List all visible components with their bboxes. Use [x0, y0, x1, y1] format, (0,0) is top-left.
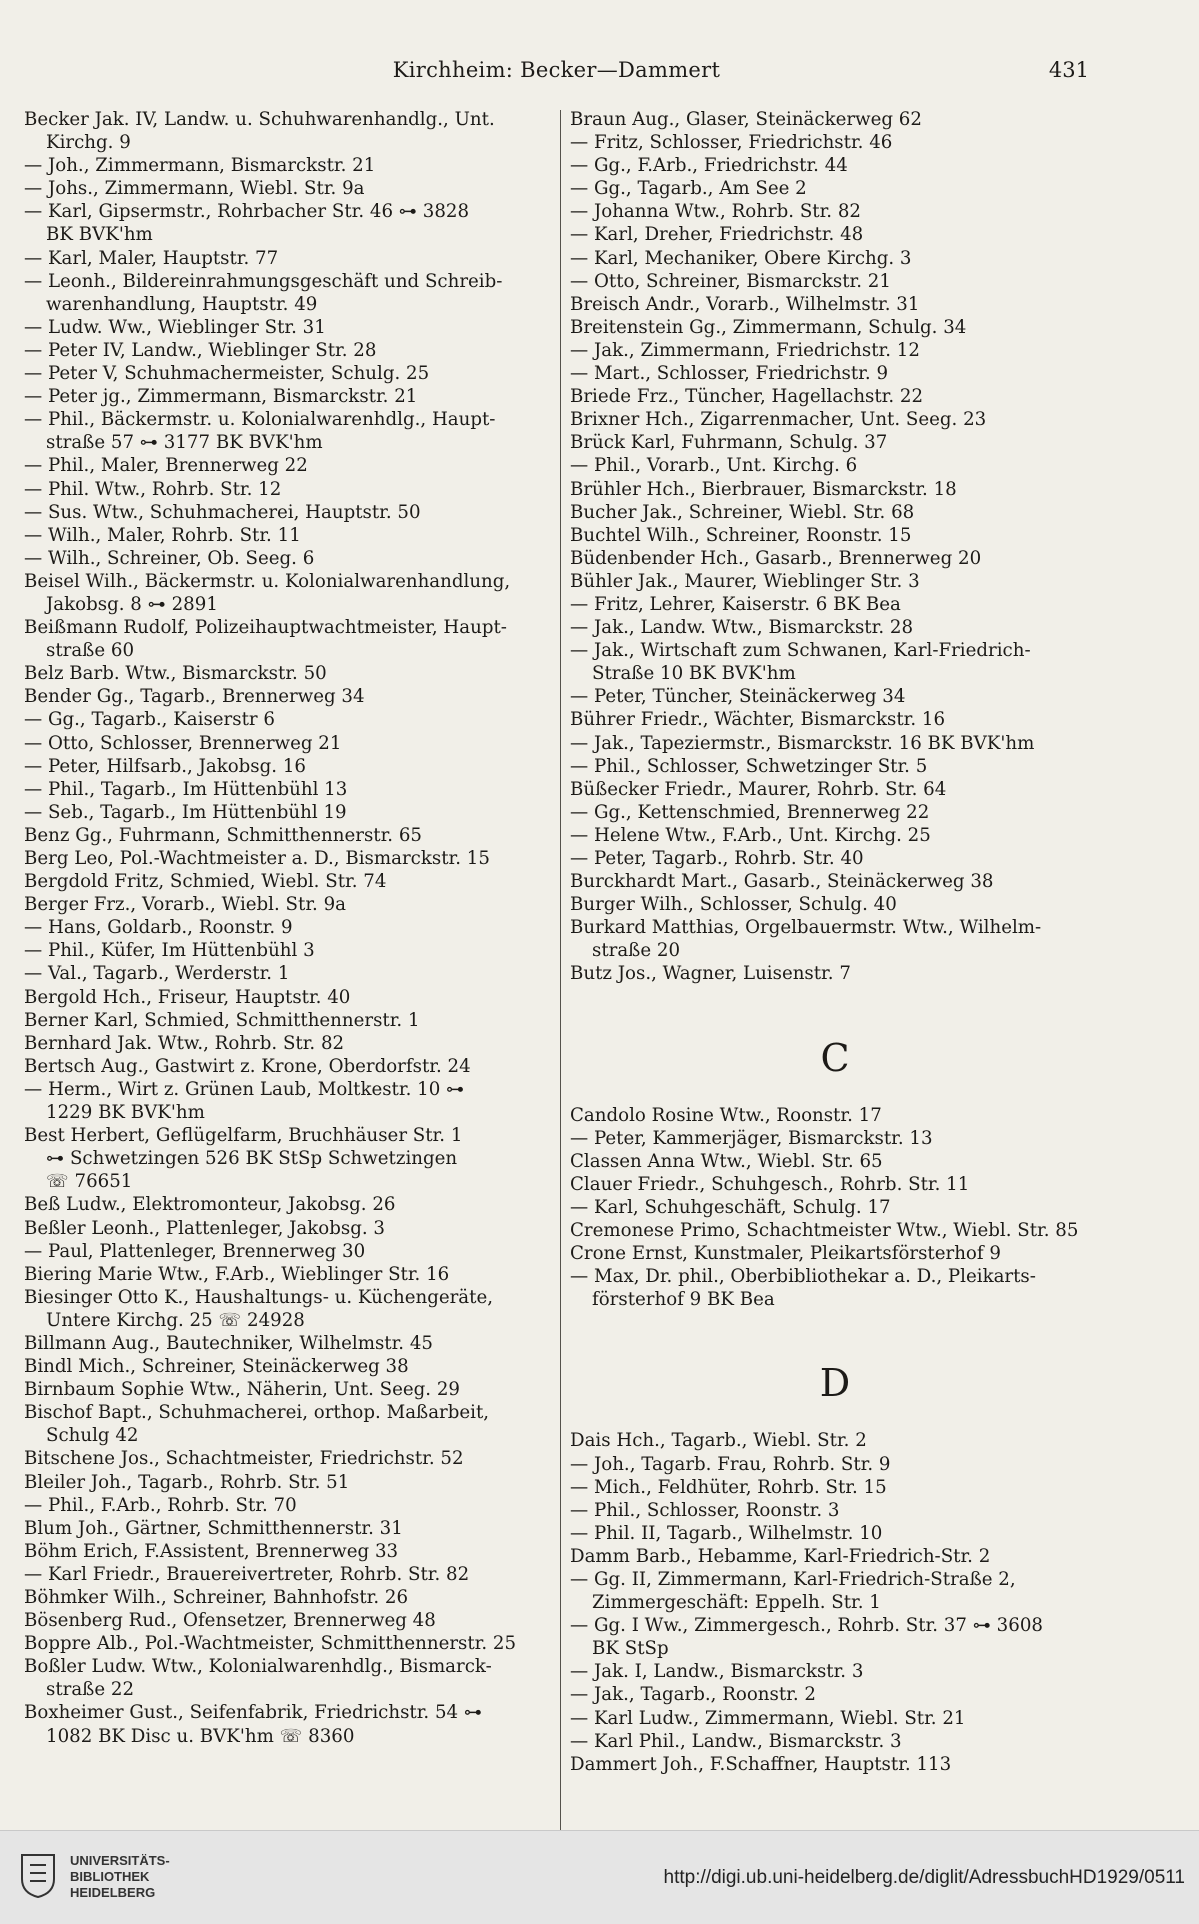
directory-entry — [24, 362, 554, 385]
entry-line: — Karl, Schuhgeschäft, Schulg. 17 — [570, 1196, 891, 1218]
directory-entry — [570, 247, 1100, 270]
entry-line: Bender Gg., Tagarb., Brennerweg 34 — [24, 686, 365, 708]
entry-line: Breitenstein Gg., Zimmermann, Schulg. 34 — [570, 316, 967, 338]
directory-entry — [570, 732, 1100, 755]
directory-entry — [24, 1055, 554, 1078]
entry-line: Buchtel Wilh., Schreiner, Roonstr. 15 — [570, 524, 912, 546]
entry-continuation: BK BVK'hm — [46, 224, 153, 246]
entry-line: Beß Ludw., Elektromonteur, Jakobsg. 26 — [24, 1194, 396, 1216]
directory-entry — [24, 108, 554, 154]
right-column — [570, 108, 1100, 1776]
entry-line: Crone Ernst, Kunstmaler, Pleikartsförsterhof 9 — [570, 1243, 1001, 1265]
directory-entry — [570, 1660, 1100, 1683]
entry-line: — Peter, Kammerjäger, Bismarckstr. 13 — [570, 1127, 933, 1149]
directory-entry — [24, 1494, 554, 1517]
entry-line: Bühler Jak., Maurer, Wieblinger Str. 3 — [570, 570, 920, 592]
directory-entry — [570, 1683, 1100, 1706]
entry-line: — Gg., Kettenschmied, Brennerweg 22 — [570, 801, 930, 823]
entry-line: — Phil., F.Arb., Rohrb. Str. 70 — [24, 1494, 297, 1516]
university-seal-icon — [18, 1853, 58, 1899]
entry-line: — Paul, Plattenleger, Brennerweg 30 — [24, 1240, 366, 1262]
directory-entry — [570, 154, 1100, 177]
entry-line: Boßler Ludw. Wtw., Kolonialwarenhdlg., Bismarck- — [24, 1656, 492, 1678]
directory-entry — [570, 1545, 1100, 1568]
entry-line: Bösenberg Rud., Ofensetzer, Brennerweg 48 — [24, 1610, 436, 1632]
entry-line: Cremonese Primo, Schachtmeister Wtw., Wiebl. Str. 85 — [570, 1220, 1079, 1242]
directory-entry — [24, 1009, 554, 1032]
entry-line: Classen Anna Wtw., Wiebl. Str. 65 — [570, 1150, 883, 1172]
entry-line: — Gg. I Ww., Zimmergesch., Rohrb. Str. 37 ⊶ 3608 — [570, 1615, 1043, 1637]
directory-entry — [24, 708, 554, 731]
directory-entry — [24, 1240, 554, 1263]
entry-line: — Peter V, Schuhmachermeister, Schulg. 25 — [24, 363, 430, 385]
entry-line: Beisel Wilh., Bäckermstr. u. Kolonialwarenhandlung, — [24, 570, 511, 592]
entry-continuation: warenhandlung, Hauptstr. 49 — [46, 293, 318, 315]
directory-entry — [570, 778, 1100, 801]
entry-line: Benz Gg., Fuhrmann, Schmitthennerstr. 65 — [24, 824, 422, 846]
directory-entry — [570, 547, 1100, 570]
entry-line: Brixner Hch., Zigarrenmacher, Unt. Seeg. 23 — [570, 409, 987, 431]
directory-entry — [24, 847, 554, 870]
directory-entry — [24, 1447, 554, 1470]
directory-entry — [24, 1609, 554, 1632]
entry-continuation: ☏ 76651 — [46, 1171, 133, 1193]
directory-entry — [570, 1614, 1100, 1660]
directory-entry — [24, 1655, 554, 1701]
entry-line: — Helene Wtw., F.Arb., Unt. Kirchg. 25 — [570, 824, 931, 846]
directory-entry — [24, 685, 554, 708]
entry-line: Berg Leo, Pol.-Wachtmeister a. D., Bismarckstr. 15 — [24, 848, 490, 869]
directory-entry — [570, 385, 1100, 408]
directory-entry — [24, 870, 554, 893]
entry-line: — Jak., Tapeziermstr., Bismarckstr. 16 BK BVK'hm — [570, 732, 1035, 754]
directory-entry — [24, 524, 554, 547]
directory-entry — [24, 732, 554, 755]
directory-entry — [570, 362, 1100, 385]
entry-line: — Leonh., Bildereinrahmungsgeschäft und Schreib- — [24, 270, 503, 292]
entry-line: — Seb., Tagarb., Im Hüttenbühl 19 — [24, 801, 347, 823]
directory-entry — [570, 962, 1100, 985]
directory-entry — [24, 893, 554, 916]
directory-entry — [570, 1453, 1100, 1476]
entry-line: — Peter jg., Zimmermann, Bismarckstr. 21 — [24, 386, 418, 408]
entry-line: — Hans, Goldarb., Roonstr. 9 — [24, 917, 293, 939]
directory-entry — [24, 247, 554, 270]
directory-entry — [24, 270, 554, 316]
directory-entry — [24, 547, 554, 570]
directory-entry — [570, 1173, 1100, 1196]
directory-entry — [570, 1150, 1100, 1173]
entry-line: — Karl Friedr., Brauereivertreter, Rohrb. Str. 82 — [24, 1563, 470, 1585]
entry-line: Candolo Rosine Wtw., Roonstr. 17 — [570, 1104, 882, 1126]
entry-line: Butz Jos., Wagner, Luisenstr. 7 — [570, 963, 851, 985]
directory-entry — [570, 293, 1100, 316]
page-header — [24, 58, 1089, 92]
entry-line: Berger Frz., Vorarb., Wiebl. Str. 9a — [24, 894, 346, 916]
directory-entry — [24, 316, 554, 339]
entry-continuation: 1082 BK Disc u. BVK'hm ☏ 8360 — [46, 1725, 355, 1747]
section-b-entries — [570, 108, 1100, 986]
entry-line: Biering Marie Wtw., F.Arb., Wieblinger Str. 16 — [24, 1263, 450, 1285]
entry-line: — Karl, Mechaniker, Obere Kirchg. 3 — [570, 247, 912, 269]
directory-entry — [24, 1701, 554, 1747]
left-column — [24, 108, 554, 1748]
directory-entry — [24, 1586, 554, 1609]
directory-entry — [24, 824, 554, 847]
directory-entry — [570, 1242, 1100, 1265]
entry-line: — Karl Phil., Landw., Bismarckstr. 3 — [570, 1730, 902, 1752]
entry-line: Dammert Joh., F.Schaffner, Hauptstr. 113 — [570, 1753, 952, 1775]
entry-line: Best Herbert, Geflügelfarm, Bruchhäuser Str. 1 — [24, 1125, 463, 1147]
directory-entry — [570, 708, 1100, 731]
entry-line: Brühler Hch., Bierbrauer, Bismarckstr. 18 — [570, 478, 957, 500]
entry-line: — Max, Dr. phil., Oberbibliothekar a. D., Pleikarts- — [570, 1266, 1036, 1288]
directory-entry — [24, 1193, 554, 1216]
entry-line: — Phil. II, Tagarb., Wilhelmstr. 10 — [570, 1522, 883, 1544]
directory-entry — [570, 1265, 1100, 1311]
directory-entry — [570, 1707, 1100, 1730]
entry-line: Böhm Erich, F.Assistent, Brennerweg 33 — [24, 1540, 399, 1562]
entry-line: — Johanna Wtw., Rohrb. Str. 82 — [570, 201, 861, 223]
entry-line: Braun Aug., Glaser, Steinäckerweg 62 — [570, 109, 922, 130]
directory-entry — [24, 1632, 554, 1655]
directory-entry — [570, 1522, 1100, 1545]
entry-line: — Peter, Hilfsarb., Jakobsg. 16 — [24, 755, 306, 777]
entry-line: Clauer Friedr., Schuhgesch., Rohrb. Str. 11 — [570, 1173, 970, 1195]
entry-continuation: Straße 10 BK BVK'hm — [592, 663, 796, 685]
entry-continuation: straße 22 — [46, 1679, 135, 1701]
entry-line: — Jak., Zimmermann, Friedrichstr. 12 — [570, 339, 920, 361]
directory-entry — [570, 408, 1100, 431]
directory-entry — [24, 177, 554, 200]
entry-line: — Ludw. Ww., Wieblinger Str. 31 — [24, 316, 326, 338]
entry-line: — Phil., Schlosser, Schwetzinger Str. 5 — [570, 755, 928, 777]
entry-line: — Phil. Wtw., Rohrb. Str. 12 — [24, 478, 282, 500]
entry-line: Boxheimer Gust., Seifenfabrik, Friedrichstr. 54 ⊶ — [24, 1702, 483, 1724]
entry-line: Birnbaum Sophie Wtw., Näherin, Unt. Seeg. 29 — [24, 1379, 460, 1401]
source-url-link[interactable]: http://digi.ub.uni-heidelberg.de/diglit/AdressbuchHD1929/0511 — [663, 1867, 1185, 1888]
directory-entry — [570, 1730, 1100, 1753]
entry-line: — Jak., Landw. Wtw., Bismarckstr. 28 — [570, 617, 914, 639]
directory-entry — [570, 1104, 1100, 1127]
entry-line: Becker Jak. IV, Landw. u. Schuhwarenhandlg., Unt. — [24, 109, 495, 130]
entry-continuation: Jakobsg. 8 ⊶ 2891 — [46, 593, 218, 615]
entry-line: — Phil., Tagarb., Im Hüttenbühl 13 — [24, 778, 348, 800]
directory-entry — [570, 570, 1100, 593]
entry-line: Bergold Hch., Friseur, Hauptstr. 40 — [24, 986, 351, 1008]
entry-line: — Gg., F.Arb., Friedrichstr. 44 — [570, 155, 848, 177]
entry-line: Burger Wilh., Schlosser, Schulg. 40 — [570, 894, 897, 916]
directory-entry — [570, 223, 1100, 246]
entry-line: — Sus. Wtw., Schuhmacherei, Hauptstr. 50 — [24, 501, 421, 523]
entry-line: Bergdold Fritz, Schmied, Wiebl. Str. 74 — [24, 871, 387, 893]
directory-entry — [570, 108, 1100, 131]
directory-entry — [24, 1401, 554, 1447]
section-letter-c: C — [820, 1035, 850, 1080]
entry-line: — Peter, Tüncher, Steinäckerweg 34 — [570, 686, 906, 708]
entry-line: Billmann Aug., Bautechniker, Wilhelmstr. 45 — [24, 1332, 434, 1354]
directory-entry — [24, 801, 554, 824]
directory-entry — [570, 1753, 1100, 1776]
entry-continuation: straße 57 ⊶ 3177 BK BVK'hm — [46, 432, 323, 454]
entry-line: — Karl, Dreher, Friedrichstr. 48 — [570, 224, 864, 246]
entry-continuation: Schulg 42 — [46, 1425, 139, 1447]
entry-line: — Phil., Bäckermstr. u. Kolonialwarenhdlg., Haupt- — [24, 409, 496, 431]
entry-line: — Otto, Schreiner, Bismarckstr. 21 — [570, 270, 891, 292]
directory-entry — [570, 593, 1100, 616]
directory-entry — [24, 1563, 554, 1586]
entry-line: — Mart., Schlosser, Friedrichstr. 9 — [570, 363, 889, 385]
directory-entry — [570, 501, 1100, 524]
entry-line: — Johs., Zimmermann, Wiebl. Str. 9a — [24, 178, 365, 200]
entry-line: — Gg., Tagarb., Am See 2 — [570, 178, 807, 200]
entry-line: — Karl Ludw., Zimmermann, Wiebl. Str. 21 — [570, 1707, 966, 1729]
directory-entry — [24, 501, 554, 524]
entry-line: Bucher Jak., Schreiner, Wiebl. Str. 68 — [570, 501, 915, 523]
entry-line: Belz Barb. Wtw., Bismarckstr. 50 — [24, 663, 327, 685]
entry-line: Burckhardt Mart., Gasarb., Steinäckerweg 38 — [570, 871, 994, 893]
directory-entry — [24, 778, 554, 801]
directory-entry — [570, 339, 1100, 362]
directory-entry — [570, 801, 1100, 824]
column-divider — [560, 110, 561, 1830]
entry-line: — Phil., Küfer, Im Hüttenbühl 3 — [24, 940, 315, 962]
entry-line: Damm Barb., Hebamme, Karl-Friedrich-Str. 2 — [570, 1545, 991, 1567]
entry-line: Blum Joh., Gärtner, Schmitthennerstr. 31 — [24, 1517, 403, 1539]
directory-entry — [570, 270, 1100, 293]
entry-line: Büdenbender Hch., Gasarb., Brennerweg 20 — [570, 547, 982, 569]
directory-entry — [24, 962, 554, 985]
directory-entry — [570, 316, 1100, 339]
directory-entry — [570, 1568, 1100, 1614]
directory-entry — [570, 1499, 1100, 1522]
entry-continuation: försterhof 9 BK Bea — [592, 1289, 775, 1311]
directory-entry — [570, 824, 1100, 847]
directory-entry — [24, 1471, 554, 1494]
entry-continuation: Untere Kirchg. 25 ☏ 24928 — [46, 1309, 305, 1331]
directory-entry — [570, 454, 1100, 477]
section-d-entries — [570, 1429, 1100, 1775]
entry-line: Boppre Alb., Pol.-Wachtmeister, Schmitthennerstr. 25 — [24, 1633, 517, 1655]
directory-entry — [24, 1217, 554, 1240]
entry-line: Büßecker Friedr., Maurer, Rohrb. Str. 64 — [570, 778, 947, 800]
entry-line: Bernhard Jak. Wtw., Rohrb. Str. 82 — [24, 1032, 345, 1054]
entry-line: — Peter IV, Landw., Wieblinger Str. 28 — [24, 339, 377, 361]
directory-entry — [570, 200, 1100, 223]
entry-line: — Karl, Maler, Hauptstr. 77 — [24, 247, 279, 269]
section-letter-d: D — [819, 1361, 851, 1406]
directory-entry — [570, 431, 1100, 454]
entry-line: Beißmann Rudolf, Polizeihauptwachtmeister, Haupt- — [24, 617, 507, 639]
directory-entry — [24, 1124, 554, 1193]
directory-entry — [570, 1196, 1100, 1219]
entry-continuation: 1229 BK BVK'hm — [46, 1102, 205, 1124]
directory-entry — [24, 1355, 554, 1378]
directory-entry — [24, 385, 554, 408]
page-title: Kirchheim: Becker—Dammert — [392, 58, 721, 82]
entry-continuation: BK StSp — [592, 1638, 669, 1660]
library-footer — [0, 1830, 1199, 1924]
directory-entry — [570, 1219, 1100, 1242]
directory-entry — [24, 570, 554, 616]
entry-line: — Wilh., Maler, Rohrb. Str. 11 — [24, 524, 301, 546]
section-c-entries — [570, 1104, 1100, 1312]
entry-line: Dais Hch., Tagarb., Wiebl. Str. 2 — [570, 1430, 867, 1452]
entry-line: — Karl, Gipsermstr., Rohrbacher Str. 46 ⊶ 3828 — [24, 201, 470, 223]
entry-line: — Phil., Maler, Brennerweg 22 — [24, 455, 308, 477]
directory-entry — [24, 755, 554, 778]
directory-entry — [570, 478, 1100, 501]
entry-line: Bindl Mich., Schreiner, Steinäckerweg 38 — [24, 1356, 409, 1378]
directory-entry — [24, 986, 554, 1009]
entry-line: — Otto, Schlosser, Brennerweg 21 — [24, 732, 342, 754]
entry-line: — Peter, Tagarb., Rohrb. Str. 40 — [570, 848, 864, 869]
directory-entry — [24, 916, 554, 939]
directory-entry — [24, 616, 554, 662]
entry-line: Breisch Andr., Vorarb., Wilhelmstr. 31 — [570, 293, 920, 315]
entry-continuation: straße 20 — [592, 940, 681, 962]
entry-line: — Phil., Schlosser, Roonstr. 3 — [570, 1499, 840, 1521]
entry-continuation: Kirchg. 9 — [46, 132, 131, 154]
entry-line: — Mich., Feldhüter, Rohrb. Str. 15 — [570, 1476, 887, 1498]
directory-entry — [570, 177, 1100, 200]
directory-entry — [24, 408, 554, 454]
entry-line: — Gg. II, Zimmermann, Karl-Friedrich-Straße 2, — [570, 1568, 1016, 1590]
directory-entry — [24, 478, 554, 501]
directory-entry — [24, 200, 554, 246]
directory-entry — [24, 1332, 554, 1355]
directory-entry — [24, 1540, 554, 1563]
entry-line: — Wilh., Schreiner, Ob. Seeg. 6 — [24, 547, 315, 569]
directory-entry — [570, 685, 1100, 708]
directory-entry — [24, 1078, 554, 1124]
entry-line: Bitschene Jos., Schachtmeister, Friedrichstr. 52 — [24, 1448, 464, 1470]
entry-line: Bertsch Aug., Gastwirt z. Krone, Oberdorfstr. 24 — [24, 1055, 471, 1077]
entry-line: Bleiler Joh., Tagarb., Rohrb. Str. 51 — [24, 1471, 350, 1493]
directory-entry — [24, 939, 554, 962]
entry-line: — Fritz, Lehrer, Kaiserstr. 6 BK Bea — [570, 593, 901, 615]
entry-line: Böhmker Wilh., Schreiner, Bahnhofstr. 26 — [24, 1587, 409, 1608]
entry-line: — Fritz, Schlosser, Friedrichstr. 46 — [570, 132, 893, 154]
directory-entry — [570, 131, 1100, 154]
directory-entry — [570, 870, 1100, 893]
directory-entry — [570, 847, 1100, 870]
entry-line: Bührer Friedr., Wächter, Bismarckstr. 16 — [570, 709, 946, 731]
directory-entry — [570, 755, 1100, 778]
entry-continuation: ⊶ Schwetzingen 526 BK StSp Schwetzingen — [46, 1148, 458, 1170]
entry-line: Berner Karl, Schmied, Schmitthennerstr. 1 — [24, 1009, 420, 1031]
directory-entry — [570, 616, 1100, 639]
entry-line: Brück Karl, Fuhrmann, Schulg. 37 — [570, 432, 888, 454]
directory-entry — [24, 1286, 554, 1332]
entry-line: — Jak., Wirtschaft zum Schwanen, Karl-Friedrich- — [570, 640, 1031, 662]
directory-entry — [570, 639, 1100, 685]
directory-entry — [24, 1517, 554, 1540]
entry-line: Beßler Leonh., Plattenleger, Jakobsg. 3 — [24, 1217, 385, 1239]
entry-line: — Herm., Wirt z. Grünen Laub, Moltkestr. 10 ⊶ — [24, 1078, 465, 1100]
directory-entry — [24, 1378, 554, 1401]
entry-line: — Joh., Tagarb. Frau, Rohrb. Str. 9 — [570, 1453, 891, 1475]
page-number: 431 — [1048, 58, 1089, 82]
entry-line: — Joh., Zimmermann, Bismarckstr. 21 — [24, 155, 376, 177]
directory-entry — [570, 893, 1100, 916]
directory-entry — [24, 1263, 554, 1286]
directory-entry — [24, 339, 554, 362]
directory-entry — [570, 1476, 1100, 1499]
directory-entry — [24, 154, 554, 177]
entry-line: Bischof Bapt., Schuhmacherei, orthop. Maßarbeit, — [24, 1402, 490, 1424]
directory-entry — [570, 916, 1100, 962]
directory-entry — [570, 1127, 1100, 1150]
entry-line: — Jak. I, Landw., Bismarckstr. 3 — [570, 1661, 864, 1683]
library-name: UNIVERSITÄTS- BIBLIOTHEK HEIDELBERG — [70, 1853, 170, 1900]
entry-line: — Val., Tagarb., Werderstr. 1 — [24, 963, 290, 985]
directory-entry — [24, 454, 554, 477]
directory-entry — [24, 1032, 554, 1055]
directory-entry — [24, 662, 554, 685]
entry-line: Biesinger Otto K., Haushaltungs- u. Küchengeräte, — [24, 1286, 493, 1308]
directory-entry — [570, 1429, 1100, 1452]
entry-line: — Gg., Tagarb., Kaiserstr 6 — [24, 709, 275, 731]
entry-line: — Jak., Tagarb., Roonstr. 2 — [570, 1684, 816, 1706]
entry-continuation: straße 60 — [46, 640, 135, 662]
directory-entry — [570, 524, 1100, 547]
entry-line: Briede Frz., Tüncher, Hagellachstr. 22 — [570, 386, 924, 408]
entry-continuation: Zimmergeschäft: Eppelh. Str. 1 — [592, 1592, 881, 1614]
entry-line: — Phil., Vorarb., Unt. Kirchg. 6 — [570, 455, 858, 477]
entry-line: Burkard Matthias, Orgelbauermstr. Wtw., Wilhelm- — [570, 917, 1042, 939]
